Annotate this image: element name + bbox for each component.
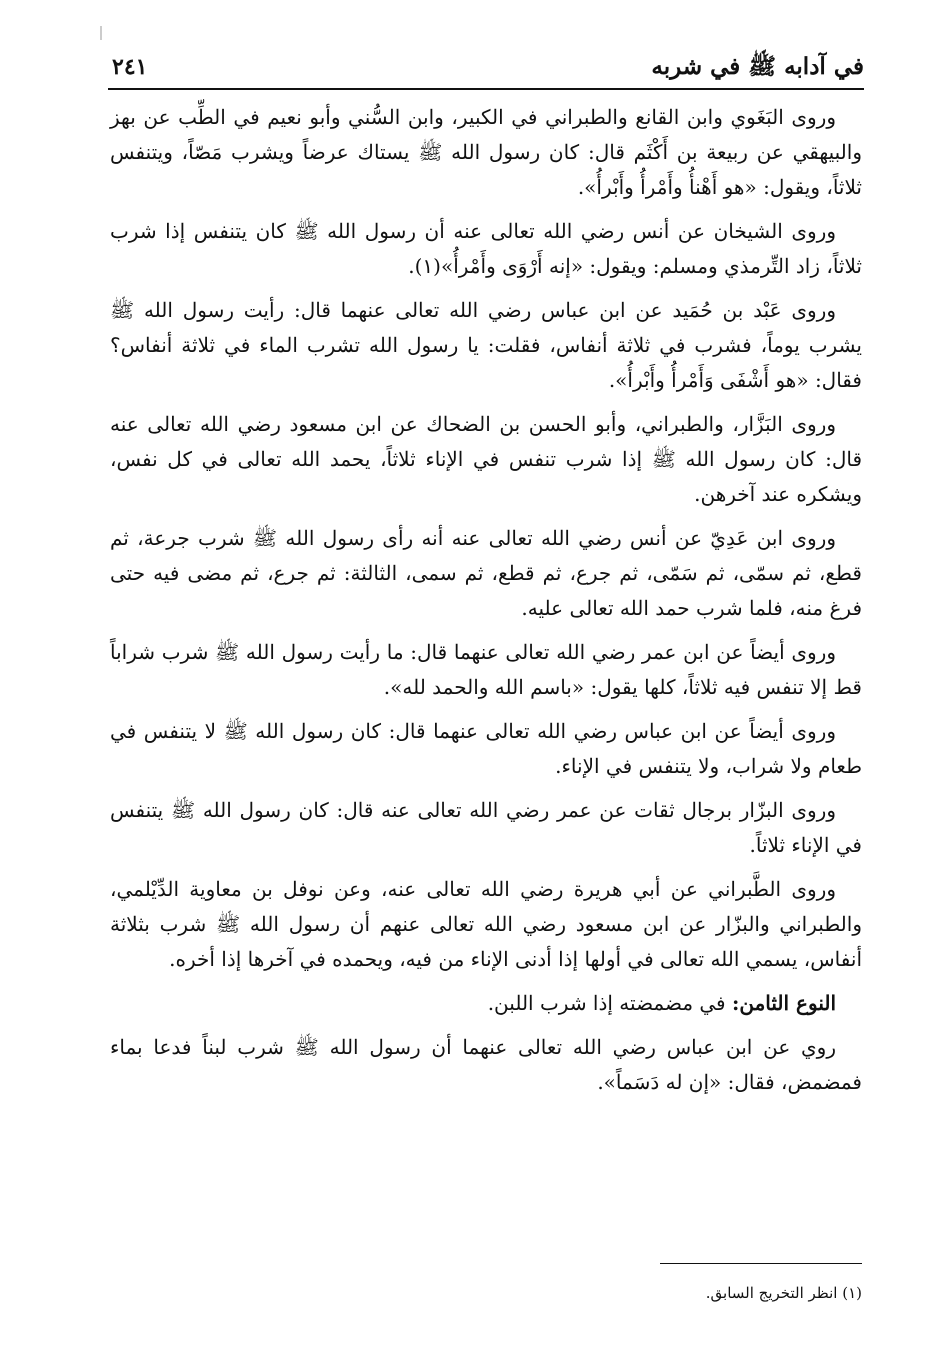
footnote-divider (660, 1263, 862, 1264)
paragraph-1: وروى البَغَوي وابن القانع والطبراني في الكبير، وابن السُّني وأبو نعيم في الطِّب عن بهز والبيهقي عن ربيعة بن أَكْثَم قال: كان رسول الله ﷺ يستاك عرضاً ويشرب مَصّاً، ويتنفس ثلاثاً، ويقول: «هو أَهْنأُ وأَمْرأُ وأَبْرأُ». (110, 105, 862, 199)
section-heading-label: النوع الثامن: (731, 991, 836, 1015)
body-text (110, 100, 862, 1109)
running-header (108, 48, 864, 90)
section-heading-text: في مضمضته إذا شرب اللبن. (487, 991, 732, 1015)
paragraph-5: وروى ابن عَدِيّ عن أنس رضي الله تعالى عنه أنه رأى رسول الله ﷺ شرب جرعة، ثم قطع، ثم سمّى، ثم سَمّى، ثم جرع، ثم قطع، ثم سمى، الثالثة: ثم جرع، ثم مضى فيه حتى فرغ منه، فلما شرب حمد الله تعالى عليه. (110, 526, 862, 620)
header-title: في آدابه ﷺ في شربه (651, 53, 864, 80)
paragraph-6: وروى أيضاً عن ابن عمر رضي الله تعالى عنهما قال: ما رأيت رسول الله ﷺ شرب شراباً قط إلا تنفس فيه ثلاثاً، كلها يقول: «باسم الله والحمد لله». (110, 640, 862, 699)
paragraph-9: وروى الطَّبراني عن أبي هريرة رضي الله تعالى عنه، وعن نوفل بن معاوية الدِّيْلمي، والطبراني والبزّار عن ابن مسعود رضي الله تعالى عنهم أن رسول الله ﷺ شرب بثلاثة أنفاس، يسمي الله تعالى في أولها إذا أدنى الإناء من فيه، ويحمده في آخرها إذا أخره. (110, 877, 862, 971)
paragraph-8: وروى البزّار برجال ثقات عن عمر رضي الله تعالى عنه قال: كان رسول الله ﷺ يتنفس في الإناء ثلاثاً. (110, 798, 862, 857)
paragraph-3: وروى عَبْد بن حُمَيد عن ابن عباس رضي الله تعالى عنهما قال: رأيت رسول الله ﷺ يشرب يوماً، فشرب في ثلاثة أنفاس، فقلت: يا رسول الله تشرب الماء في ثلاثة أنفاس؟ فقال: «هو أَشْفَى وَأَمْرأُ وأَبْرأُ». (110, 298, 862, 392)
paragraph-2: وروى الشيخان عن أنس رضي الله تعالى عنه أن رسول الله ﷺ كان يتنفس إذا شرب ثلاثاً، زاد التِّرمذي ومسلم: ويقول: «إنه أَرْوَى وأَمْرأُ»(١). (110, 219, 862, 278)
section-heading (110, 986, 862, 1021)
paragraph-7: وروى أيضاً عن ابن عباس رضي الله تعالى عنهما قال: كان رسول الله ﷺ لا يتنفس في طعام ولا شراب، ولا يتنفس في الإناء. (110, 719, 862, 778)
footnote: (١) انظر التخريج السابق. (705, 1284, 862, 1302)
paragraph-10: روي عن ابن عباس رضي الله تعالى عنهما أن رسول الله ﷺ شرب لبناً فدعا بماء فمضمض، فقال: «إن له دَسَماً». (110, 1035, 862, 1094)
page-number: ٢٤١ (112, 54, 148, 80)
paragraph-4: وروى البَزَّار، والطبراني، وأبو الحسن بن الضحاك عن ابن مسعود رضي الله تعالى عنه قال: كان رسول الله ﷺ إذا شرب تنفس في الإناء ثلاثاً، يحمد الله تعالى في كل نفس، ويشكره عند آخرهن. (110, 412, 862, 506)
gutter-mark (100, 26, 102, 40)
